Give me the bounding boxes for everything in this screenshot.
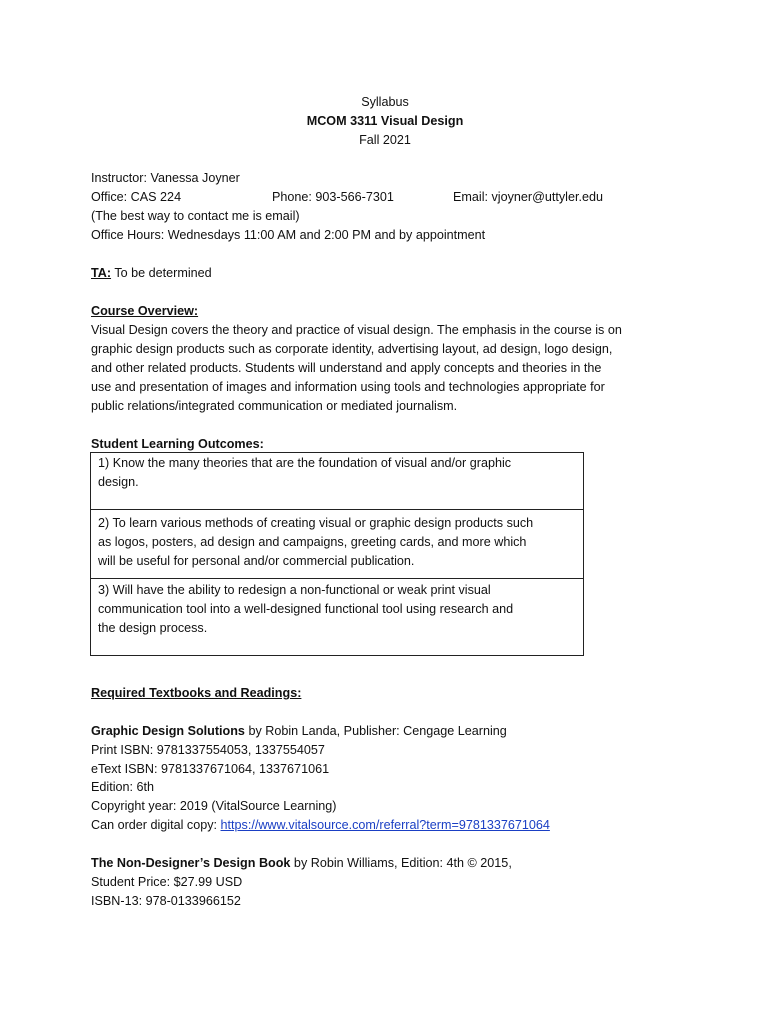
book1-order-line [91,816,550,835]
book1-title: Graphic Design Solutions [91,724,245,738]
outcome-cell [91,579,584,656]
book1-etext-isbn: eText ISBN: 9781337671064, 1337671061 [91,762,330,776]
outcome-line: as logos, posters, ad design and campaigns, greeting cards, and more which [98,535,527,549]
outcome-line: communication tool into a well-designed functional tool using research and [98,602,514,616]
outcome-line: design. [98,475,139,489]
ta-label: TA: [91,266,112,280]
term: Fall 2021 [359,133,411,147]
course-title: MCOM 3311 Visual Design [306,114,464,128]
outcome-row [91,579,584,656]
outcome-cell [91,510,584,579]
book2-title: The Non-Designer’s Design Book [91,856,291,870]
email: Email: vjoyner@uttyler.edu [453,190,603,204]
book1-edition: Edition: 6th [91,780,155,794]
ta-line [91,264,212,283]
outcome-row [91,453,584,510]
instructor-name: Instructor: Vanessa Joyner [91,171,240,185]
order-label: Can order digital copy: [91,818,221,832]
outcomes-table [90,452,584,656]
book2-isbn: ISBN-13: 978-0133966152 [91,894,241,908]
overview-heading: Course Overview: [91,304,199,318]
overview-line: graphic design products such as corporate identity, advertising layout, ad design, logo design, [91,342,613,356]
textbooks-heading: Required Textbooks and Readings: [91,686,302,700]
office-location: Office: CAS 224 [91,190,182,204]
outcome-line: 1) Know the many theories that are the foundation of visual and/or graphic [98,456,512,470]
outcome-line: the design process. [98,621,208,635]
vitalsource-link[interactable]: https://www.vitalsource.com/referral?term=9781337671064 [220,818,550,832]
phone: Phone: 903-566-7301 [272,190,394,204]
outcome-row [91,510,584,579]
book2-price: Student Price: $27.99 USD [91,875,243,889]
outcome-line: 3) Will have the ability to redesign a non-functional or weak print visual [98,583,491,597]
outcome-line: will be useful for personal and/or commercial publication. [98,554,415,568]
overview-paragraph [91,321,671,416]
book2-byline: by Robin Williams, Edition: 4th © 2015, [290,856,512,870]
book1-print-isbn: Print ISBN: 9781337554053, 1337554057 [91,743,325,757]
book1-title-line [91,722,507,741]
outcomes-heading: Student Learning Outcomes: [91,437,264,451]
overview-line: use and presentation of images and information using tools and technologies appropriate for [91,380,605,394]
outcome-cell [91,453,584,510]
book2-title-line [91,854,512,873]
ta-value: To be determined [111,266,212,280]
book1-byline: by Robin Landa, Publisher: Cengage Learning [244,724,507,738]
doc-label: Syllabus [361,95,409,109]
overview-line: Visual Design covers the theory and practice of visual design. The emphasis in the course is on [91,323,622,337]
outcome-line: 2) To learn various methods of creating visual or graphic design products such [98,516,534,530]
book1-copyright: Copyright year: 2019 (VitalSource Learning) [91,799,337,813]
overview-line: and other related products. Students will understand and apply concepts and theories in the [91,361,602,375]
overview-line: public relations/integrated communication or mediated journalism. [91,399,458,413]
contact-note: (The best way to contact me is email) [91,209,300,223]
office-hours: Office Hours: Wednesdays 11:00 AM and 2:00 PM and by appointment [91,228,486,242]
